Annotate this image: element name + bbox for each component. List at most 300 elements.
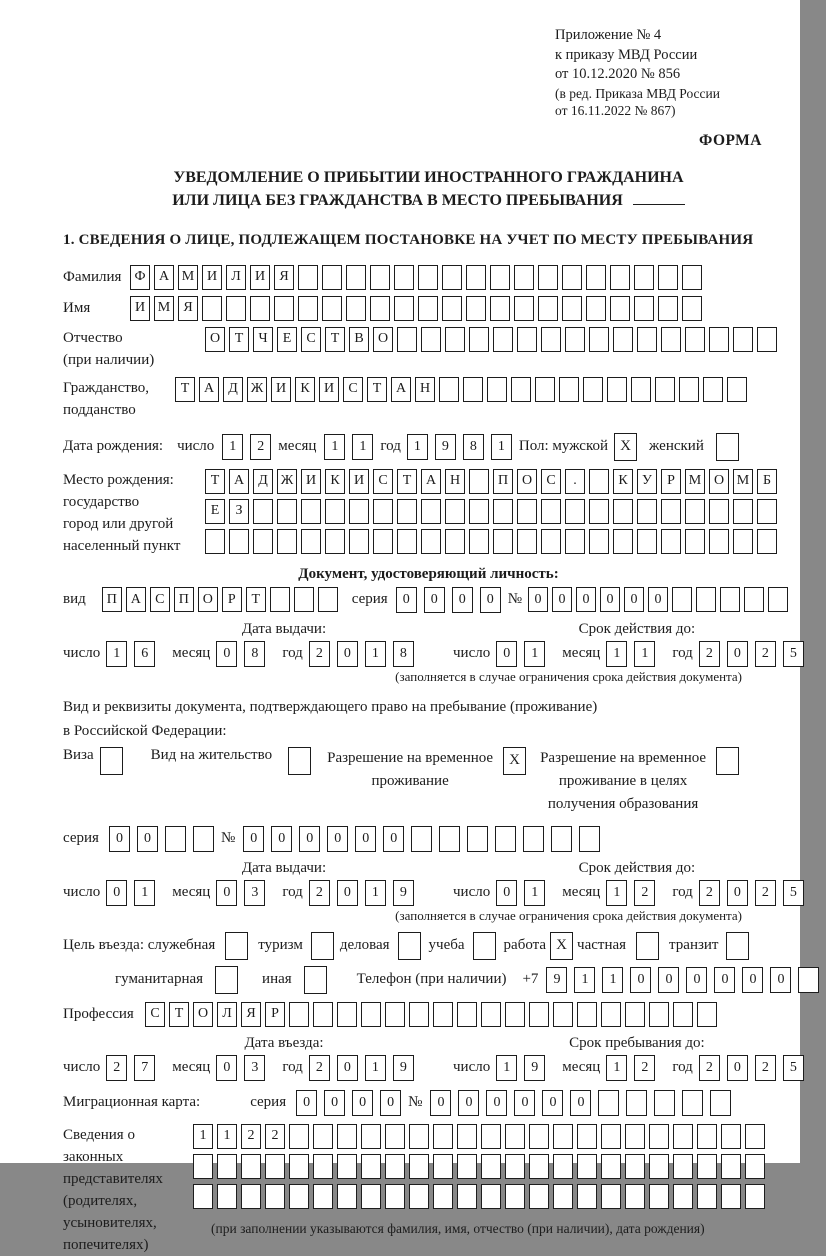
char-box[interactable] <box>487 377 507 402</box>
char-box[interactable] <box>337 1154 357 1179</box>
char-box[interactable] <box>442 296 462 321</box>
char-box[interactable] <box>613 327 633 352</box>
char-box[interactable] <box>409 1124 429 1149</box>
char-box[interactable] <box>634 296 654 321</box>
char-box[interactable]: 0 <box>658 967 679 993</box>
char-box[interactable] <box>682 265 702 290</box>
char-box[interactable]: Р <box>222 587 242 612</box>
char-box[interactable]: 0 <box>216 641 237 667</box>
char-box[interactable] <box>745 1154 765 1179</box>
char-box[interactable]: 2 <box>309 641 330 667</box>
char-box[interactable]: О <box>517 469 537 494</box>
char-box[interactable] <box>337 1002 357 1027</box>
char-box[interactable] <box>373 499 393 524</box>
char-box[interactable] <box>535 377 555 402</box>
char-box[interactable] <box>745 1124 765 1149</box>
char-box[interactable] <box>523 826 544 852</box>
char-box[interactable] <box>265 1184 285 1209</box>
char-box[interactable] <box>346 296 366 321</box>
char-box[interactable] <box>579 826 600 852</box>
char-box[interactable] <box>215 966 238 994</box>
char-box[interactable]: Ч <box>253 327 273 352</box>
char-box[interactable]: 0 <box>243 826 264 852</box>
char-box[interactable] <box>325 529 345 554</box>
char-box[interactable]: 2 <box>699 641 720 667</box>
char-box[interactable] <box>370 265 390 290</box>
char-box[interactable] <box>685 499 705 524</box>
char-box[interactable]: 0 <box>137 826 158 852</box>
char-box[interactable]: 1 <box>491 434 512 460</box>
char-box[interactable]: А <box>199 377 219 402</box>
char-box[interactable]: О <box>198 587 218 612</box>
char-box[interactable]: 0 <box>648 587 668 612</box>
char-box[interactable] <box>361 1124 381 1149</box>
char-box[interactable] <box>721 1184 741 1209</box>
char-box[interactable]: П <box>102 587 122 612</box>
char-box[interactable]: 0 <box>714 967 735 993</box>
char-box[interactable] <box>370 296 390 321</box>
char-box[interactable] <box>697 1002 717 1027</box>
char-box[interactable] <box>626 1090 647 1116</box>
char-box[interactable] <box>490 265 510 290</box>
char-box[interactable] <box>325 499 345 524</box>
char-box[interactable] <box>466 265 486 290</box>
char-box[interactable] <box>394 265 414 290</box>
char-box[interactable]: 9 <box>393 1055 414 1081</box>
char-box[interactable] <box>301 529 321 554</box>
char-box[interactable] <box>673 1184 693 1209</box>
char-box[interactable] <box>673 1124 693 1149</box>
char-box[interactable] <box>495 826 516 852</box>
char-box[interactable] <box>289 1184 309 1209</box>
char-box[interactable]: 0 <box>216 880 237 906</box>
char-box[interactable]: 2 <box>106 1055 127 1081</box>
char-box[interactable] <box>721 1124 741 1149</box>
char-box[interactable] <box>565 327 585 352</box>
char-box[interactable]: 0 <box>106 880 127 906</box>
char-box[interactable]: Е <box>205 499 225 524</box>
char-box[interactable]: 0 <box>352 1090 373 1116</box>
char-box[interactable] <box>505 1154 525 1179</box>
char-box[interactable] <box>710 1090 731 1116</box>
char-box[interactable] <box>625 1154 645 1179</box>
char-box[interactable] <box>577 1154 597 1179</box>
char-box[interactable] <box>610 296 630 321</box>
char-box[interactable] <box>193 1154 213 1179</box>
char-box[interactable] <box>696 587 716 612</box>
char-box[interactable] <box>346 265 366 290</box>
char-box[interactable]: 1 <box>193 1124 213 1149</box>
char-box[interactable]: 0 <box>552 587 572 612</box>
char-box[interactable]: Н <box>445 469 465 494</box>
char-box[interactable] <box>541 529 561 554</box>
char-box[interactable]: 2 <box>309 880 330 906</box>
char-box[interactable]: 1 <box>496 1055 517 1081</box>
char-box[interactable] <box>457 1184 477 1209</box>
char-box[interactable]: 0 <box>514 1090 535 1116</box>
char-box[interactable]: 2 <box>755 1055 776 1081</box>
char-box[interactable]: Я <box>178 296 198 321</box>
char-box[interactable] <box>529 1002 549 1027</box>
char-box[interactable] <box>598 1090 619 1116</box>
char-box[interactable] <box>697 1124 717 1149</box>
char-box[interactable] <box>727 377 747 402</box>
char-box[interactable]: 0 <box>727 1055 748 1081</box>
char-box[interactable]: С <box>541 469 561 494</box>
char-box[interactable]: Р <box>265 1002 285 1027</box>
char-box[interactable] <box>322 265 342 290</box>
char-box[interactable]: 0 <box>496 641 517 667</box>
char-box[interactable] <box>433 1154 453 1179</box>
char-box[interactable]: 0 <box>480 587 501 613</box>
char-box[interactable]: 1 <box>222 434 243 460</box>
char-box[interactable] <box>551 826 572 852</box>
char-box[interactable] <box>469 499 489 524</box>
char-box[interactable] <box>589 327 609 352</box>
char-box[interactable]: А <box>229 469 249 494</box>
char-box[interactable]: 1 <box>217 1124 237 1149</box>
char-box[interactable] <box>517 327 537 352</box>
char-box[interactable]: 2 <box>755 880 776 906</box>
char-box[interactable] <box>721 1154 741 1179</box>
char-box[interactable]: Т <box>205 469 225 494</box>
char-box[interactable]: 1 <box>365 641 386 667</box>
char-box[interactable] <box>217 1154 237 1179</box>
char-box[interactable] <box>744 587 764 612</box>
char-box[interactable]: Т <box>169 1002 189 1027</box>
char-box[interactable] <box>649 1124 669 1149</box>
char-box[interactable] <box>337 1124 357 1149</box>
char-box[interactable]: И <box>202 265 222 290</box>
char-box[interactable]: 1 <box>352 434 373 460</box>
char-box[interactable]: 3 <box>244 1055 265 1081</box>
char-box[interactable] <box>100 747 123 775</box>
char-box[interactable]: 9 <box>524 1055 545 1081</box>
char-box[interactable]: О <box>205 327 225 352</box>
char-box[interactable]: И <box>250 265 270 290</box>
char-box[interactable] <box>225 932 248 960</box>
char-box[interactable]: Ж <box>247 377 267 402</box>
char-box[interactable] <box>439 377 459 402</box>
char-box[interactable]: X <box>550 932 573 960</box>
char-box[interactable] <box>649 1184 669 1209</box>
char-box[interactable]: И <box>130 296 150 321</box>
char-box[interactable] <box>250 296 270 321</box>
char-box[interactable] <box>655 377 675 402</box>
char-box[interactable] <box>445 529 465 554</box>
char-box[interactable]: 3 <box>244 880 265 906</box>
char-box[interactable]: А <box>126 587 146 612</box>
char-box[interactable] <box>394 296 414 321</box>
char-box[interactable]: Е <box>277 327 297 352</box>
char-box[interactable] <box>289 1124 309 1149</box>
char-box[interactable] <box>658 296 678 321</box>
char-box[interactable] <box>433 1184 453 1209</box>
char-box[interactable]: О <box>709 469 729 494</box>
char-box[interactable] <box>361 1184 381 1209</box>
char-box[interactable]: 1 <box>634 641 655 667</box>
char-box[interactable]: 1 <box>365 880 386 906</box>
char-box[interactable] <box>517 529 537 554</box>
char-box[interactable]: 0 <box>624 587 644 612</box>
char-box[interactable]: 0 <box>686 967 707 993</box>
char-box[interactable] <box>481 1154 501 1179</box>
char-box[interactable] <box>637 327 657 352</box>
char-box[interactable]: 2 <box>755 641 776 667</box>
char-box[interactable]: 0 <box>299 826 320 852</box>
char-box[interactable] <box>469 327 489 352</box>
char-box[interactable] <box>481 1124 501 1149</box>
char-box[interactable] <box>490 296 510 321</box>
char-box[interactable] <box>553 1002 573 1027</box>
char-box[interactable] <box>433 1002 453 1027</box>
char-box[interactable] <box>757 529 777 554</box>
char-box[interactable] <box>349 499 369 524</box>
char-box[interactable]: 2 <box>699 880 720 906</box>
char-box[interactable] <box>457 1002 477 1027</box>
char-box[interactable] <box>577 1184 597 1209</box>
char-box[interactable] <box>697 1184 717 1209</box>
char-box[interactable] <box>538 296 558 321</box>
char-box[interactable] <box>397 327 417 352</box>
char-box[interactable]: Я <box>274 265 294 290</box>
char-box[interactable] <box>654 1090 675 1116</box>
char-box[interactable]: 2 <box>634 880 655 906</box>
char-box[interactable]: И <box>319 377 339 402</box>
char-box[interactable]: 1 <box>407 434 428 460</box>
char-box[interactable] <box>421 499 441 524</box>
char-box[interactable]: Т <box>397 469 417 494</box>
char-box[interactable] <box>466 296 486 321</box>
char-box[interactable] <box>373 529 393 554</box>
char-box[interactable]: 9 <box>546 967 567 993</box>
char-box[interactable] <box>385 1154 405 1179</box>
char-box[interactable] <box>385 1124 405 1149</box>
char-box[interactable]: 0 <box>496 880 517 906</box>
char-box[interactable] <box>289 1002 309 1027</box>
char-box[interactable] <box>562 296 582 321</box>
char-box[interactable] <box>409 1154 429 1179</box>
char-box[interactable] <box>541 499 561 524</box>
char-box[interactable] <box>361 1002 381 1027</box>
char-box[interactable]: С <box>343 377 363 402</box>
char-box[interactable]: И <box>271 377 291 402</box>
char-box[interactable]: . <box>565 469 585 494</box>
char-box[interactable] <box>529 1154 549 1179</box>
char-box[interactable]: А <box>421 469 441 494</box>
char-box[interactable] <box>463 377 483 402</box>
char-box[interactable]: 0 <box>383 826 404 852</box>
char-box[interactable] <box>610 265 630 290</box>
char-box[interactable]: М <box>178 265 198 290</box>
char-box[interactable] <box>529 1184 549 1209</box>
char-box[interactable] <box>757 499 777 524</box>
char-box[interactable] <box>613 499 633 524</box>
char-box[interactable]: 1 <box>602 967 623 993</box>
char-box[interactable] <box>457 1124 477 1149</box>
char-box[interactable] <box>385 1184 405 1209</box>
char-box[interactable] <box>607 377 627 402</box>
char-box[interactable]: 2 <box>634 1055 655 1081</box>
char-box[interactable] <box>397 499 417 524</box>
char-box[interactable] <box>313 1184 333 1209</box>
char-box[interactable] <box>601 1184 621 1209</box>
char-box[interactable] <box>165 826 186 852</box>
char-box[interactable]: Т <box>175 377 195 402</box>
char-box[interactable]: X <box>614 433 637 461</box>
char-box[interactable] <box>679 377 699 402</box>
char-box[interactable] <box>349 529 369 554</box>
char-box[interactable] <box>274 296 294 321</box>
char-box[interactable]: 0 <box>742 967 763 993</box>
char-box[interactable]: К <box>295 377 315 402</box>
char-box[interactable] <box>745 1184 765 1209</box>
char-box[interactable]: 8 <box>244 641 265 667</box>
char-box[interactable]: У <box>637 469 657 494</box>
char-box[interactable]: 0 <box>380 1090 401 1116</box>
char-box[interactable] <box>361 1154 381 1179</box>
char-box[interactable] <box>553 1154 573 1179</box>
char-box[interactable]: 0 <box>424 587 445 613</box>
char-box[interactable] <box>559 377 579 402</box>
char-box[interactable]: 8 <box>393 641 414 667</box>
char-box[interactable]: 5 <box>783 641 804 667</box>
char-box[interactable] <box>538 265 558 290</box>
char-box[interactable] <box>193 826 214 852</box>
char-box[interactable] <box>493 529 513 554</box>
char-box[interactable] <box>661 327 681 352</box>
char-box[interactable] <box>649 1002 669 1027</box>
char-box[interactable] <box>311 932 334 960</box>
char-box[interactable] <box>304 966 327 994</box>
char-box[interactable] <box>625 1002 645 1027</box>
char-box[interactable] <box>439 826 460 852</box>
char-box[interactable] <box>433 1124 453 1149</box>
char-box[interactable] <box>229 529 249 554</box>
char-box[interactable] <box>703 377 723 402</box>
char-box[interactable]: 0 <box>216 1055 237 1081</box>
char-box[interactable]: 0 <box>430 1090 451 1116</box>
char-box[interactable] <box>673 1002 693 1027</box>
char-box[interactable] <box>409 1184 429 1209</box>
char-box[interactable]: 2 <box>265 1124 285 1149</box>
char-box[interactable] <box>637 499 657 524</box>
char-box[interactable] <box>661 529 681 554</box>
char-box[interactable]: П <box>493 469 513 494</box>
char-box[interactable] <box>298 296 318 321</box>
char-box[interactable] <box>421 327 441 352</box>
char-box[interactable] <box>589 529 609 554</box>
char-box[interactable] <box>661 499 681 524</box>
char-box[interactable]: 0 <box>528 587 548 612</box>
char-box[interactable] <box>505 1124 525 1149</box>
char-box[interactable] <box>733 327 753 352</box>
char-box[interactable]: 1 <box>574 967 595 993</box>
char-box[interactable]: 1 <box>606 1055 627 1081</box>
char-box[interactable]: С <box>145 1002 165 1027</box>
char-box[interactable]: 0 <box>600 587 620 612</box>
char-box[interactable]: 0 <box>727 880 748 906</box>
char-box[interactable] <box>658 265 678 290</box>
char-box[interactable] <box>541 327 561 352</box>
char-box[interactable] <box>583 377 603 402</box>
char-box[interactable]: 0 <box>727 641 748 667</box>
char-box[interactable]: Р <box>661 469 681 494</box>
char-box[interactable]: 0 <box>458 1090 479 1116</box>
char-box[interactable]: 5 <box>783 880 804 906</box>
char-box[interactable]: С <box>373 469 393 494</box>
char-box[interactable] <box>562 265 582 290</box>
char-box[interactable]: Т <box>367 377 387 402</box>
char-box[interactable]: Л <box>217 1002 237 1027</box>
char-box[interactable]: Т <box>246 587 266 612</box>
char-box[interactable]: 2 <box>309 1055 330 1081</box>
char-box[interactable] <box>514 265 534 290</box>
char-box[interactable]: 0 <box>630 967 651 993</box>
char-box[interactable] <box>685 529 705 554</box>
char-box[interactable] <box>649 1154 669 1179</box>
char-box[interactable] <box>634 265 654 290</box>
char-box[interactable]: Т <box>229 327 249 352</box>
char-box[interactable] <box>467 826 488 852</box>
char-box[interactable]: 2 <box>241 1124 261 1149</box>
char-box[interactable] <box>553 1124 573 1149</box>
char-box[interactable] <box>514 296 534 321</box>
char-box[interactable] <box>505 1184 525 1209</box>
char-box[interactable]: М <box>154 296 174 321</box>
char-box[interactable] <box>398 932 421 960</box>
char-box[interactable] <box>493 499 513 524</box>
char-box[interactable] <box>577 1002 597 1027</box>
char-box[interactable] <box>716 747 739 775</box>
char-box[interactable] <box>469 469 489 494</box>
char-box[interactable]: 0 <box>576 587 596 612</box>
char-box[interactable] <box>226 296 246 321</box>
char-box[interactable] <box>589 499 609 524</box>
char-box[interactable] <box>409 1002 429 1027</box>
char-box[interactable]: И <box>349 469 369 494</box>
char-box[interactable]: 1 <box>524 641 545 667</box>
char-box[interactable] <box>289 1154 309 1179</box>
char-box[interactable] <box>625 1184 645 1209</box>
char-box[interactable] <box>337 1184 357 1209</box>
char-box[interactable]: В <box>349 327 369 352</box>
char-box[interactable] <box>505 1002 525 1027</box>
char-box[interactable]: 0 <box>271 826 292 852</box>
char-box[interactable] <box>511 377 531 402</box>
char-box[interactable]: 0 <box>337 641 358 667</box>
char-box[interactable] <box>577 1124 597 1149</box>
char-box[interactable] <box>288 747 311 775</box>
char-box[interactable] <box>322 296 342 321</box>
char-box[interactable]: Н <box>415 377 435 402</box>
char-box[interactable] <box>202 296 222 321</box>
char-box[interactable] <box>445 499 465 524</box>
char-box[interactable] <box>586 265 606 290</box>
char-box[interactable]: Я <box>241 1002 261 1027</box>
char-box[interactable]: 1 <box>606 641 627 667</box>
char-box[interactable] <box>529 1124 549 1149</box>
char-box[interactable] <box>294 587 314 612</box>
char-box[interactable]: Т <box>325 327 345 352</box>
char-box[interactable] <box>301 499 321 524</box>
char-box[interactable] <box>277 499 297 524</box>
char-box[interactable] <box>636 932 659 960</box>
char-box[interactable] <box>733 499 753 524</box>
char-box[interactable]: 2 <box>699 1055 720 1081</box>
char-box[interactable] <box>241 1154 261 1179</box>
char-box[interactable]: 0 <box>296 1090 317 1116</box>
